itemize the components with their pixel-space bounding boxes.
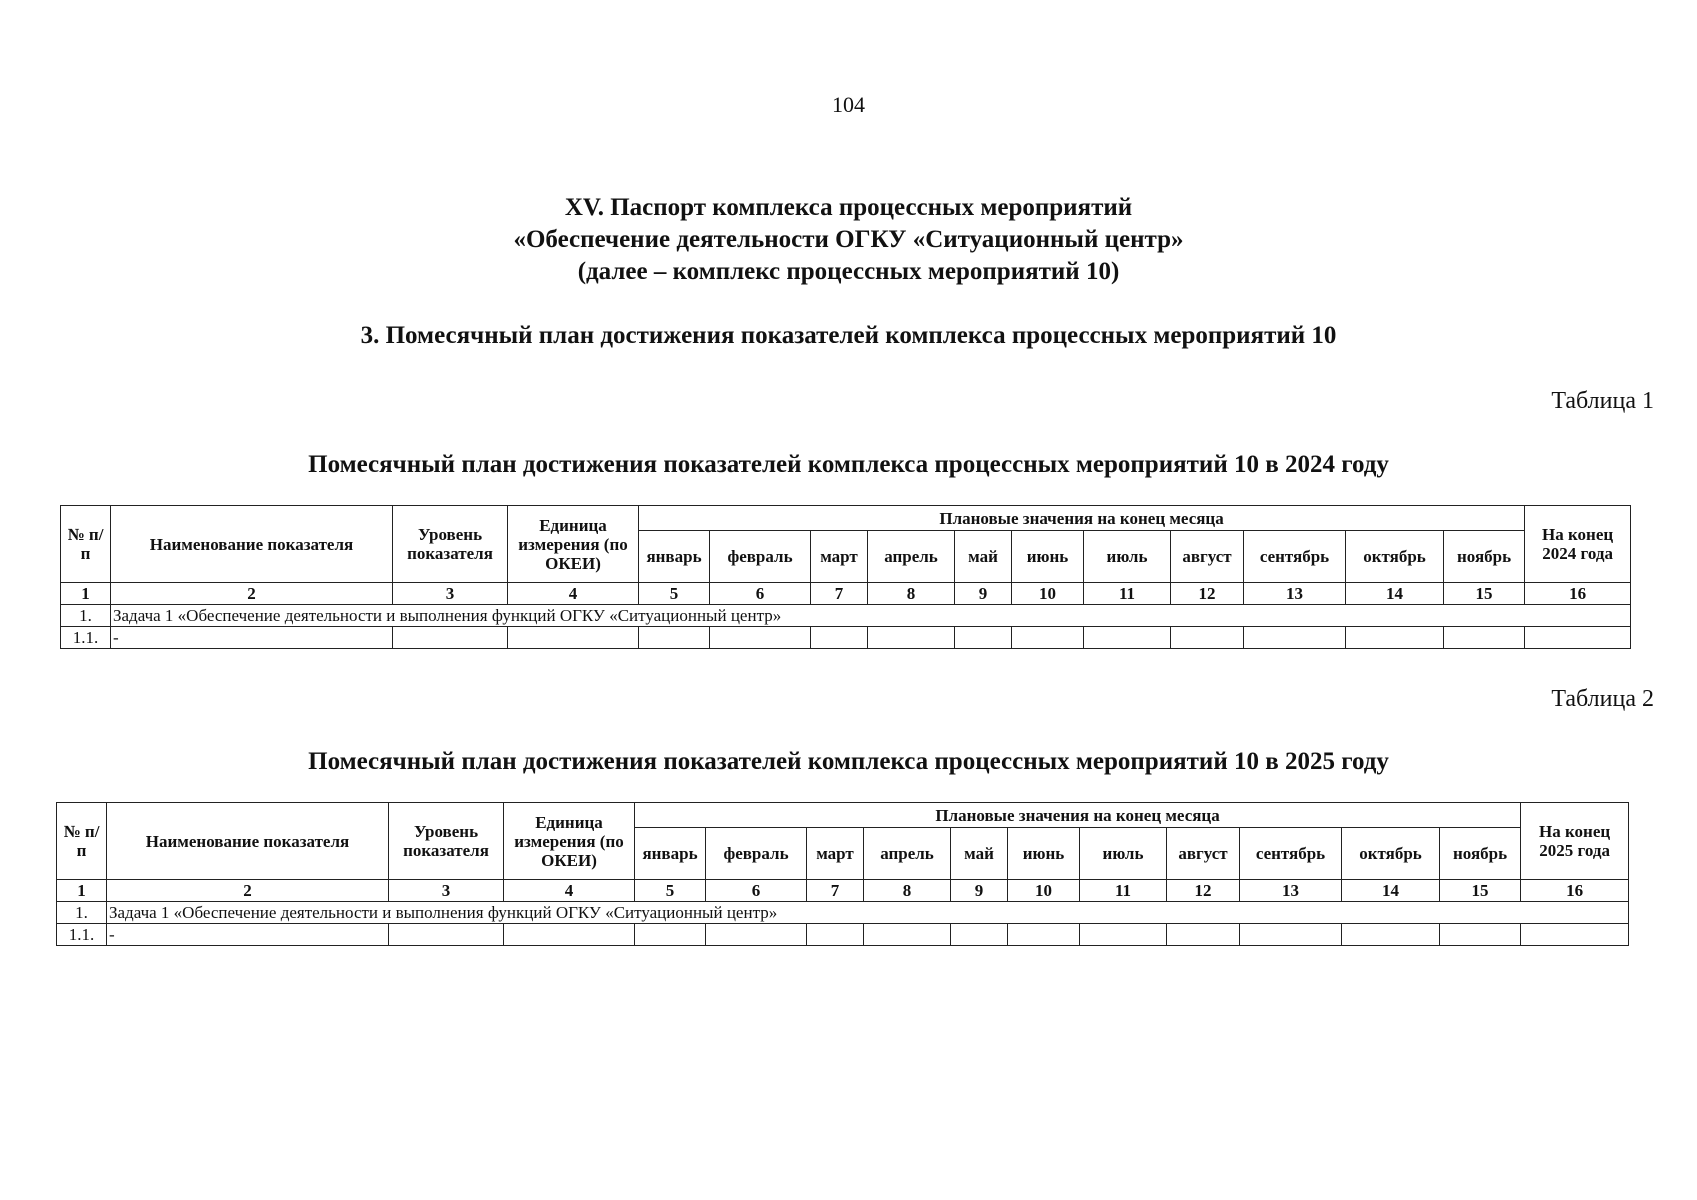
indicator-name: - <box>111 627 393 649</box>
header-month-nov: ноябрь <box>1440 828 1521 880</box>
column-number: 15 <box>1444 583 1525 605</box>
header-month-mar: март <box>811 531 868 583</box>
header-month-aug: август <box>1171 531 1244 583</box>
header-planned: Плановые значения на конец месяца <box>639 506 1525 531</box>
header-month-feb: февраль <box>710 531 811 583</box>
empty-cell <box>504 924 635 946</box>
empty-cell <box>951 924 1008 946</box>
column-number: 5 <box>635 880 706 902</box>
column-number: 15 <box>1440 880 1521 902</box>
heading-line-2: «Обеспечение деятельности ОГКУ «Ситуационный центр» <box>513 226 1184 253</box>
section-title: 3. Помесячный план достижения показателей комплекса процессных мероприятий 10 <box>360 322 1337 349</box>
empty-cell <box>1240 924 1342 946</box>
empty-cell <box>1012 627 1084 649</box>
column-number: 13 <box>1244 583 1346 605</box>
empty-cell <box>1080 924 1167 946</box>
header-month-jun: июнь <box>1012 531 1084 583</box>
indicator-number: 1.1. <box>57 924 107 946</box>
table-row-indicator <box>61 627 1631 649</box>
empty-cell <box>393 627 508 649</box>
table-1 <box>60 505 1631 649</box>
column-number: 6 <box>706 880 807 902</box>
column-number: 10 <box>1008 880 1080 902</box>
empty-cell <box>1244 627 1346 649</box>
table-row-task <box>61 605 1631 627</box>
column-number: 14 <box>1342 880 1440 902</box>
header-name: Наименование показателя <box>107 803 389 880</box>
empty-cell <box>1084 627 1171 649</box>
empty-cell <box>1444 627 1525 649</box>
column-number: 3 <box>393 583 508 605</box>
header-unit: Единица измерения (по ОКЕИ) <box>504 803 635 880</box>
empty-cell <box>811 627 868 649</box>
page-number: 104 <box>832 92 865 117</box>
column-number: 8 <box>868 583 955 605</box>
column-number: 5 <box>639 583 710 605</box>
task-description: Задача 1 «Обеспечение деятельности и выполнения функций ОГКУ «Ситуационный центр» <box>107 902 1629 924</box>
header-month-mar: март <box>807 828 864 880</box>
task-description: Задача 1 «Обеспечение деятельности и выполнения функций ОГКУ «Ситуационный центр» <box>111 605 1631 627</box>
empty-cell <box>508 627 639 649</box>
column-number: 2 <box>111 583 393 605</box>
empty-cell <box>1171 627 1244 649</box>
header-month-nov: ноябрь <box>1444 531 1525 583</box>
column-number: 4 <box>508 583 639 605</box>
column-number: 2 <box>107 880 389 902</box>
header-month-apr: апрель <box>864 828 951 880</box>
header-month-may: май <box>955 531 1012 583</box>
empty-cell <box>868 627 955 649</box>
header-month-oct: октябрь <box>1342 828 1440 880</box>
table-row-task <box>57 902 1629 924</box>
heading-line-3: (далее – комплекс процессных мероприятий 10) <box>577 258 1120 285</box>
column-number: 11 <box>1080 880 1167 902</box>
header-month-apr: апрель <box>868 531 955 583</box>
header-end-of-year: На конец 2025 года <box>1521 803 1629 880</box>
empty-cell <box>635 924 706 946</box>
header-level: Уровень показателя <box>393 506 508 583</box>
empty-cell <box>1440 924 1521 946</box>
header-month-aug: август <box>1167 828 1240 880</box>
column-number: 16 <box>1525 583 1631 605</box>
empty-cell <box>1342 924 1440 946</box>
column-number: 9 <box>955 583 1012 605</box>
task-number: 1. <box>57 902 107 924</box>
column-number: 8 <box>864 880 951 902</box>
column-number: 9 <box>951 880 1008 902</box>
table-1-title: Помесячный план достижения показателей комплекса процессных мероприятий 10 в 2024 году <box>308 451 1389 478</box>
empty-cell <box>1525 627 1631 649</box>
empty-cell <box>389 924 504 946</box>
column-number: 10 <box>1012 583 1084 605</box>
empty-cell <box>639 627 710 649</box>
header-planned: Плановые значения на конец месяца <box>635 803 1521 828</box>
column-number: 7 <box>807 880 864 902</box>
header-month-jul: июль <box>1080 828 1167 880</box>
header-month-jan: январь <box>635 828 706 880</box>
header-month-jan: январь <box>639 531 710 583</box>
indicator-name: - <box>107 924 389 946</box>
column-number: 3 <box>389 880 504 902</box>
column-number: 11 <box>1084 583 1171 605</box>
heading-line-1: XV. Паспорт комплекса процессных мероприятий <box>564 194 1133 221</box>
passport-heading <box>0 192 1697 288</box>
empty-cell <box>955 627 1012 649</box>
column-number: 12 <box>1171 583 1244 605</box>
column-number: 7 <box>811 583 868 605</box>
column-number: 16 <box>1521 880 1629 902</box>
table-2-label: Таблица 2 <box>1551 686 1654 712</box>
empty-cell <box>1346 627 1444 649</box>
empty-cell <box>864 924 951 946</box>
header-month-sep: сентябрь <box>1240 828 1342 880</box>
column-number: 1 <box>61 583 111 605</box>
empty-cell <box>1521 924 1629 946</box>
column-number-row <box>61 583 1631 605</box>
header-unit: Единица измерения (по ОКЕИ) <box>508 506 639 583</box>
header-month-feb: февраль <box>706 828 807 880</box>
column-number: 12 <box>1167 880 1240 902</box>
table-2 <box>56 802 1629 946</box>
empty-cell <box>1167 924 1240 946</box>
header-month-jun: июнь <box>1008 828 1080 880</box>
empty-cell <box>710 627 811 649</box>
empty-cell <box>807 924 864 946</box>
column-number: 14 <box>1346 583 1444 605</box>
table-row-indicator <box>57 924 1629 946</box>
header-num: № п/п <box>57 803 107 880</box>
header-name: Наименование показателя <box>111 506 393 583</box>
header-month-jul: июль <box>1084 531 1171 583</box>
column-number: 13 <box>1240 880 1342 902</box>
header-month-sep: сентябрь <box>1244 531 1346 583</box>
indicator-number: 1.1. <box>61 627 111 649</box>
header-num: № п/п <box>61 506 111 583</box>
table-2-title: Помесячный план достижения показателей комплекса процессных мероприятий 10 в 2025 году <box>308 748 1389 775</box>
empty-cell <box>1008 924 1080 946</box>
header-month-oct: октябрь <box>1346 531 1444 583</box>
column-number: 6 <box>710 583 811 605</box>
header-month-may: май <box>951 828 1008 880</box>
header-end-of-year: На конец 2024 года <box>1525 506 1631 583</box>
column-number-row <box>57 880 1629 902</box>
column-number: 4 <box>504 880 635 902</box>
table-1-label: Таблица 1 <box>1551 388 1654 414</box>
header-level: Уровень показателя <box>389 803 504 880</box>
task-number: 1. <box>61 605 111 627</box>
empty-cell <box>706 924 807 946</box>
column-number: 1 <box>57 880 107 902</box>
